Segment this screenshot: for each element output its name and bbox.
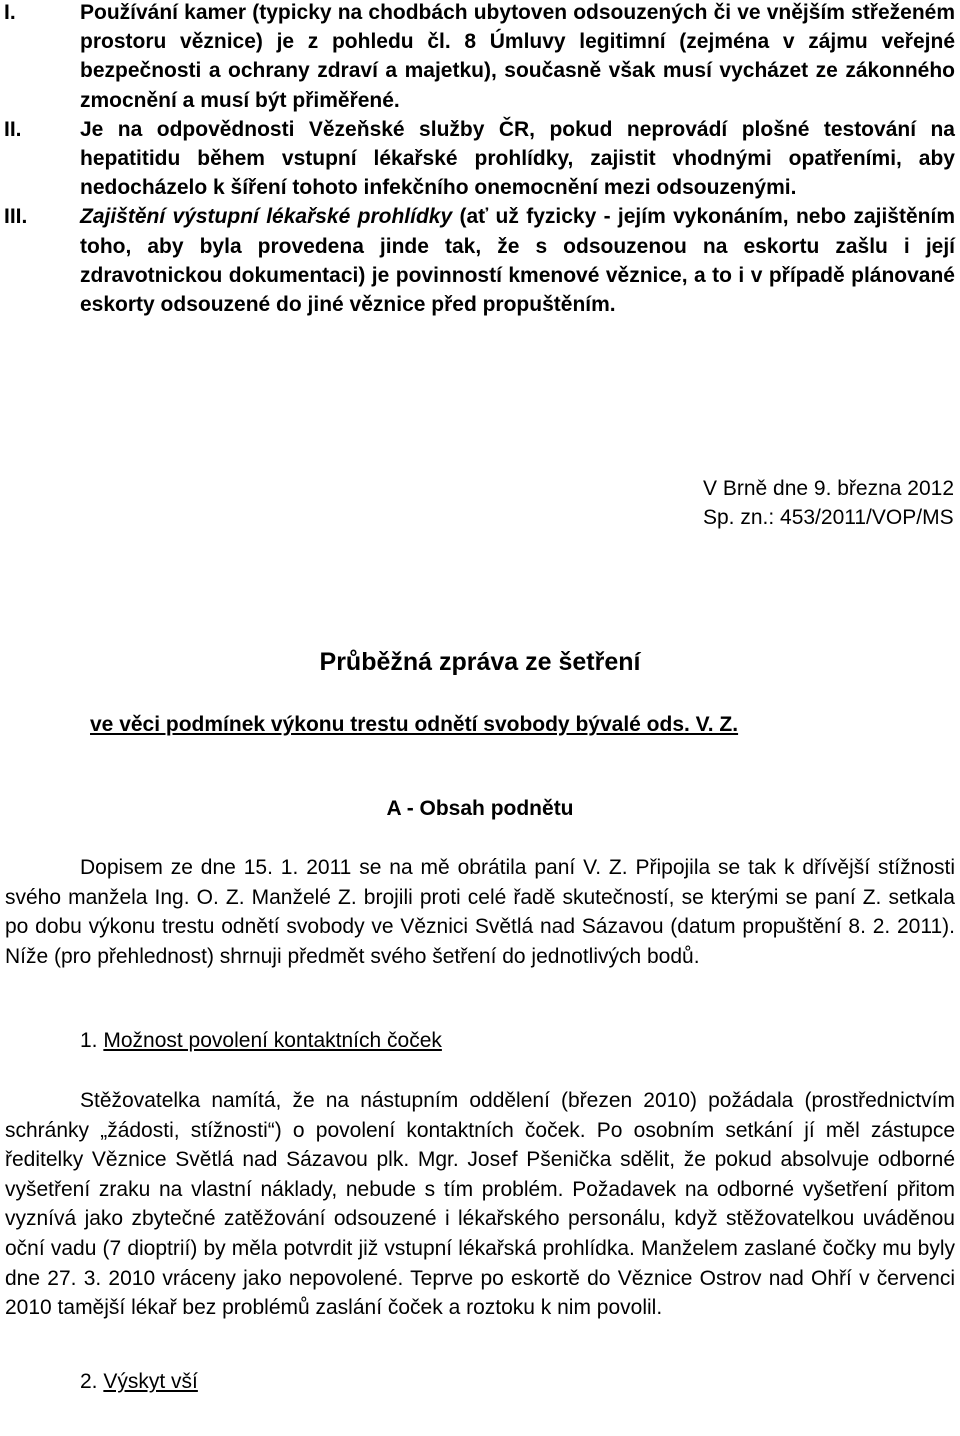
recommendation-number: II. — [4, 117, 22, 141]
item-1-paragraph: Stěžovatelka namítá, že na nástupním oddělení (březen 2010) požádala (prostřednictvím schránky „žádosti, stížnosti“) o povolení kontaktních čoček. Po osobním setkání jí měl zástupce ředitelky Věznice Světlá nad Sázavou plk. Mgr. Josef Pšenička sdělit, že pokud absolvuje odborné vyšetření zraku na vlastní náklady, nebude s tím problém. Požadavek na odborné vyšetření přitom vyznívá jako zbytečné zatěžování odsouzené i lékařského personálu, když stěžovatelkou uváděnou oční vadu (7 dioptrií) by měla potvrdit již vstupní lékařská prohlídka. Manželem zaslané čočky mu byly dne 27. 3. 2010 vráceny jako nepovolené. Teprve po eskortě do Věznice Ostrov nad Ohří v červenci 2010 tamější lékař bez problémů zaslání čoček a roztoku k nim povolil. — [5, 1089, 955, 1320]
item-number: 2. — [80, 1370, 98, 1393]
recommendation-text-wrapper — [80, 202, 955, 319]
recommendation-number: I. — [4, 1, 16, 24]
section-heading-a: A - Obsah podnětu — [386, 797, 574, 820]
recommendation-3 — [0, 202, 960, 319]
recommendation-number: III. — [4, 205, 28, 229]
recommendation-2 — [0, 115, 960, 203]
report-subtitle: ve věci podmínek výkonu trestu odnětí svobody bývalé ods. V. Z. — [90, 713, 739, 736]
place-date: V Brně dne 9. března 2012 — [702, 477, 954, 500]
recommendation-1 — [0, 0, 960, 115]
report-title: Průběžná zpráva ze šetření — [319, 648, 641, 676]
recommendation-text: (ať už fyzicky - jejím vykonáním, nebo zajištěním toho, aby byla provedena jinde tak, že s odsouzenou na eskortu zašlu i její zdravotnickou dokumentaci) je povinností kmenové věznice, a to i v případě plánované eskorty odsouzené do jiné věznice před propuštěním. — [80, 205, 955, 317]
item-title: Výskyt vší — [103, 1370, 198, 1393]
recommendation-text: Je na odpovědnosti Vězeňské služby ČR, pokud neprovádí plošné testování na hepatitidu během vstupní lékařské prohlídky, zajistit vhodnými opatřeními, aby nedocházelo k šíření tohoto infekčního onemocnění mezi odsouzenými. — [80, 117, 955, 200]
item-title: Možnost povolení kontaktních čoček — [103, 1029, 442, 1052]
recommendations-list — [0, 0, 960, 319]
item-heading-1 — [80, 1029, 442, 1053]
file-reference: Sp. zn.: 453/2011/VOP/MS — [702, 506, 954, 529]
item-number: 1. — [80, 1029, 98, 1052]
intro-paragraph: Dopisem ze dne 15. 1. 2011 se na mě obrátila paní V. Z. Připojila se tak k dřívější stížnosti svého manžela Ing. O. Z. Manželé Z. brojili proti celé řadě skutečností, se kterými se paní Z. setkala po dobu výkonu trestu odnětí svobody ve Věznici Světlá nad Sázavou (datum propuštění 8. 2. 2011). Níže (pro přehlednost) shrnuji předmět svého šetření do jednotlivých bodů. — [5, 856, 955, 968]
recommendation-text: Používání kamer (typicky na chodbách ubytoven odsouzených či ve vnějším střeženém prostoru věznice) je z pohledu čl. 8 Úmluvy legitimní (zejména v zájmu veřejné bezpečnosti a ochrany zdraví a majetku), současně však musí vycházet ze zákonného zmocnění a musí být přiměřené. — [80, 1, 955, 112]
item-heading-2 — [80, 1370, 198, 1394]
dateline — [703, 474, 954, 532]
recommendation-italic-text: Zajištění výstupní lékařské prohlídky — [80, 205, 453, 229]
